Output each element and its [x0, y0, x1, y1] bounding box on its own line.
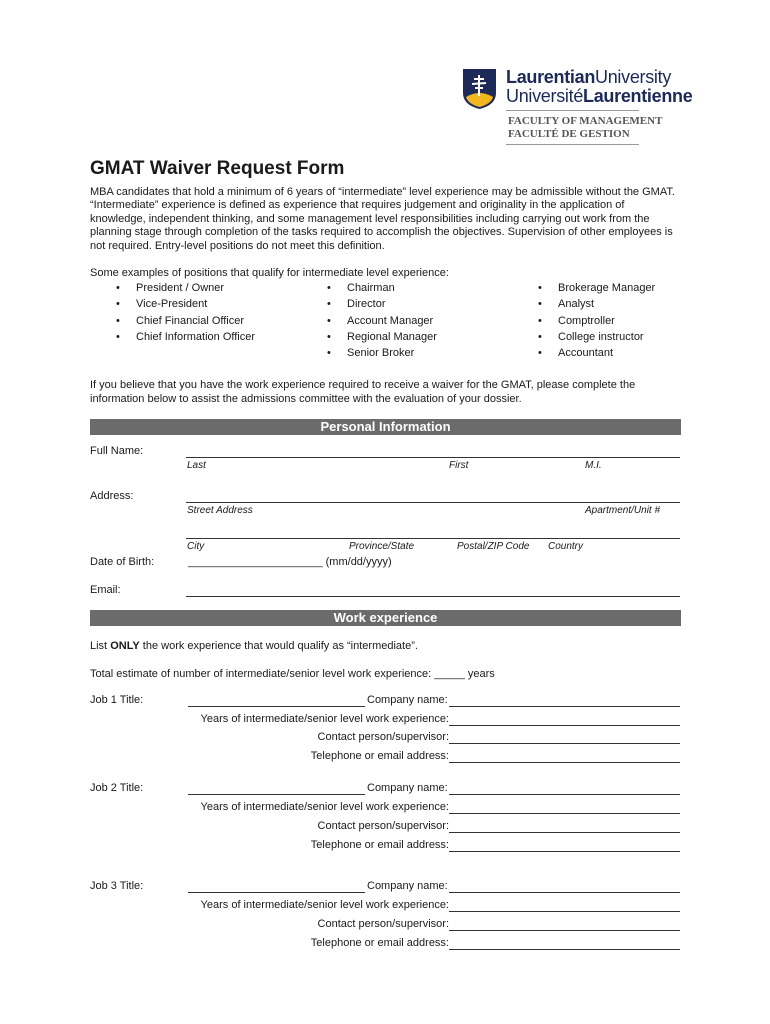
job2-title-label: Job 2 Title:	[90, 782, 144, 794]
job3-title-field[interactable]	[188, 892, 365, 893]
dob-label: Date of Birth:	[90, 556, 155, 568]
first-name-caption: First	[449, 460, 469, 471]
job1-title-field[interactable]	[188, 706, 365, 707]
examples-lead: Some examples of positions that qualify for intermediate level experience:	[90, 267, 449, 279]
job2-phone-field[interactable]	[449, 851, 680, 852]
list-instruction: List ONLY the work experience that would qualify as “intermediate”.	[90, 640, 418, 652]
faculty-name-en: FACULTY OF MANAGEMENT	[508, 115, 663, 127]
list-item: • Vice-President	[108, 296, 268, 312]
list-item: • Analyst	[530, 296, 690, 312]
logo-divider	[506, 144, 639, 145]
logo-wordmark-fr: UniversitéLaurentienne	[506, 86, 693, 106]
list-item: • President / Owner	[108, 280, 268, 296]
faculty-name-fr: FACULTÉ DE GESTION	[508, 128, 630, 140]
street-address-caption: Street Address	[187, 505, 253, 516]
job2-contact-field[interactable]	[449, 832, 680, 833]
list-item: • College instructor	[530, 329, 690, 345]
province-caption: Province/State	[349, 541, 415, 552]
company-name-label: Company name:	[367, 782, 448, 794]
list-item: • Chief Information Officer	[108, 329, 256, 345]
list-item: • Account Manager	[319, 313, 479, 329]
job3-phone-field[interactable]	[449, 949, 680, 950]
logo-wordmark-en: LaurentianUniversity	[506, 67, 672, 87]
list-item: • Director	[319, 296, 479, 312]
job3-title-label: Job 3 Title:	[90, 880, 144, 892]
examples-list-col2	[319, 280, 479, 361]
city-province-field[interactable]	[186, 538, 680, 539]
list-item: • Brokerage Manager	[530, 280, 690, 296]
email-label: Email:	[90, 584, 121, 596]
middle-initial-caption: M.I.	[585, 460, 602, 471]
examples-list-col3	[530, 280, 690, 361]
university-crest-icon	[463, 69, 496, 109]
phone-email-label: Telephone or email address:	[310, 839, 449, 851]
contact-label: Contact person/supervisor:	[317, 918, 449, 930]
contact-label: Contact person/supervisor:	[317, 731, 449, 743]
full-name-field[interactable]	[186, 457, 680, 458]
years-experience-label: Years of intermediate/senior level work experience:	[200, 713, 449, 725]
total-experience-line: Total estimate of number of intermediate/senior level work experience: _____ years	[90, 668, 495, 680]
job2-years-field[interactable]	[449, 813, 680, 814]
last-name-caption: Last	[187, 460, 206, 471]
phone-email-label: Telephone or email address:	[310, 937, 449, 949]
country-caption: Country	[548, 541, 584, 552]
instructions-paragraph: If you believe that you have the work experience required to receive a waiver for the GMAT, please complete the information below to assist the admissions committee with the evaluation of your dossier.	[90, 379, 636, 405]
work-experience-header: Work experience	[90, 610, 681, 626]
logo-divider	[506, 110, 639, 111]
postal-caption: Postal/ZIP Code	[457, 541, 530, 552]
years-experience-label: Years of intermediate/senior level work experience:	[200, 899, 449, 911]
job1-years-field[interactable]	[449, 725, 680, 726]
years-experience-label: Years of intermediate/senior level work experience:	[200, 801, 449, 813]
street-address-field[interactable]	[186, 502, 680, 503]
job1-contact-field[interactable]	[449, 743, 680, 744]
list-item: • Chief Financial Officer	[108, 313, 268, 329]
job1-title-label: Job 1 Title:	[90, 694, 144, 706]
company-name-label: Company name:	[367, 880, 448, 892]
email-field[interactable]	[186, 596, 680, 597]
address-label: Address:	[90, 490, 134, 502]
list-item: • Comptroller	[530, 313, 690, 329]
job3-company-field[interactable]	[449, 892, 680, 893]
apartment-caption: Apartment/Unit #	[585, 505, 661, 516]
personal-info-header: Personal Information	[90, 419, 681, 435]
job3-years-field[interactable]	[449, 911, 680, 912]
job3-contact-field[interactable]	[449, 930, 680, 931]
list-item: • Chairman	[319, 280, 479, 296]
dob-field[interactable]: ______________________ (mm/dd/yyyy)	[188, 556, 392, 568]
list-item: • Senior Broker	[319, 345, 479, 361]
job1-phone-field[interactable]	[449, 762, 680, 763]
city-caption: City	[187, 541, 205, 552]
company-name-label: Company name:	[367, 694, 448, 706]
phone-email-label: Telephone or email address:	[310, 750, 449, 762]
list-item: • Accountant	[530, 345, 690, 361]
intro-paragraph: MBA candidates that hold a minimum of 6 years of “intermediate” level experience may be admissible without the GMAT. “Intermediate” experience is defined as experience that requires judgement and originality in the application of knowledge, independent thinking, and some management level responsibilities including carrying out work from the planning stage through completion of the tasks required to accomplish the objectives. Supervision of other employees is not required. Entry-level positions do not meet this definition.	[90, 186, 675, 252]
page-title: GMAT Waiver Request Form	[90, 158, 345, 179]
job2-title-field[interactable]	[188, 794, 365, 795]
list-item: • Regional Manager	[319, 329, 479, 345]
job1-company-field[interactable]	[449, 706, 680, 707]
job2-company-field[interactable]	[449, 794, 680, 795]
contact-label: Contact person/supervisor:	[317, 820, 449, 832]
examples-list-col1	[108, 280, 268, 345]
full-name-label: Full Name:	[90, 445, 144, 457]
